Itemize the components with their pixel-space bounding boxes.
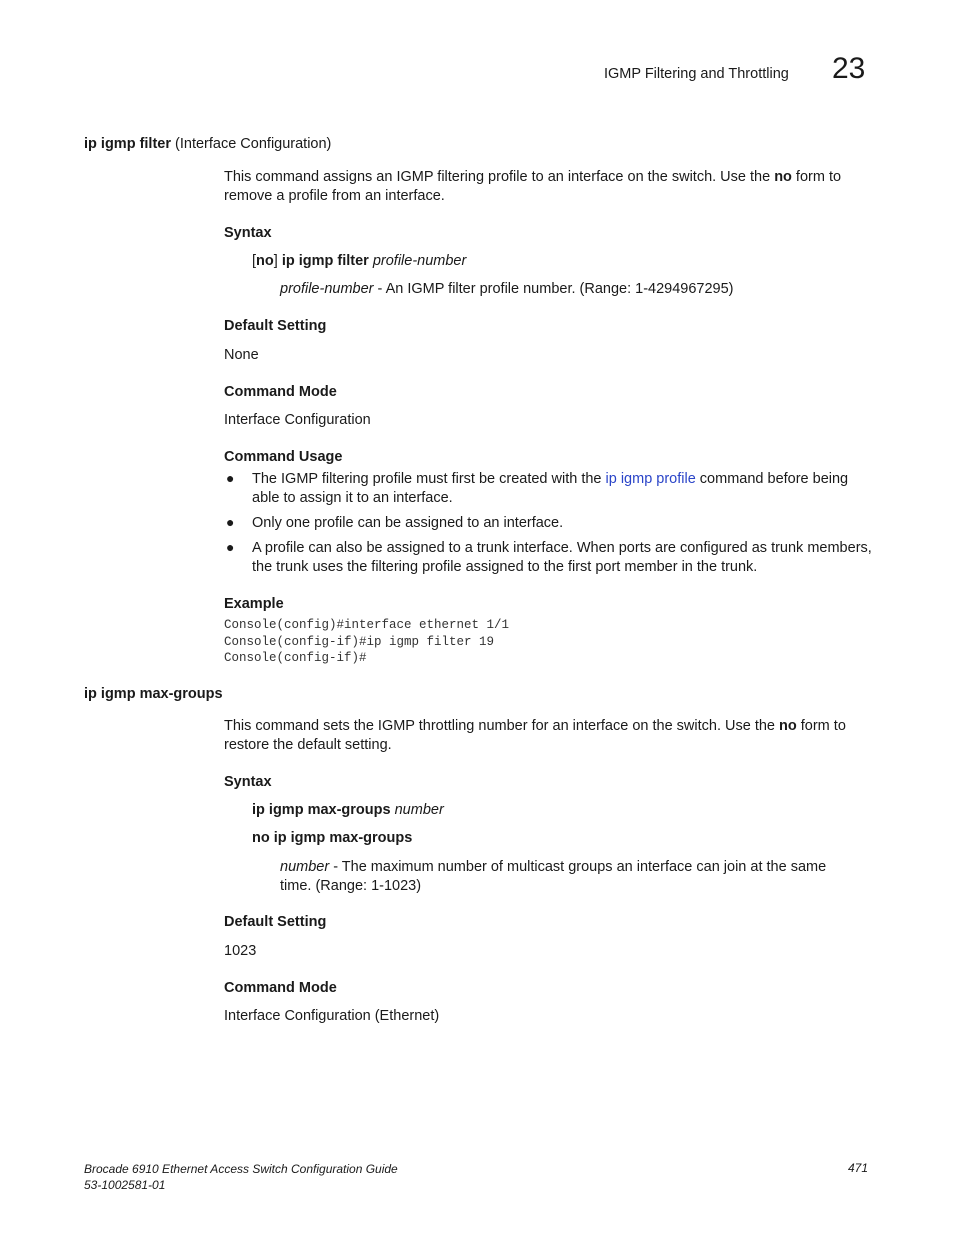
- command-usage-heading: Command Usage: [224, 449, 343, 465]
- syntax-bracket: ]: [273, 253, 282, 269]
- command-name: ip igmp filter: [84, 136, 171, 152]
- usage-item: [252, 470, 872, 508]
- parameter-description: [280, 858, 860, 896]
- chapter-number: 23: [832, 52, 866, 85]
- usage-text: The IGMP filtering profile must first be created with the: [252, 471, 606, 487]
- syntax-no-form: no ip igmp max-groups: [252, 830, 413, 846]
- syntax-command: ip igmp max-groups: [252, 802, 391, 818]
- usage-text: command before being able to assign it to an interface.: [252, 471, 849, 506]
- description-text: form to restore the default setting.: [224, 718, 846, 753]
- default-setting-value: 1023: [224, 943, 257, 959]
- footer-guide-title: Brocade 6910 Ethernet Access Switch Configuration Guide: [84, 1162, 398, 1176]
- description-text: This command assigns an IGMP filtering profile to an interface on the switch. Use the: [224, 169, 775, 185]
- footer-page-number: 471: [848, 1161, 869, 1175]
- parameter-text: - The maximum number of multicast groups an interface can join at the same time. (Range: 1-1023): [280, 859, 827, 894]
- parameter-name: profile-number: [280, 281, 374, 297]
- parameter-description: [280, 280, 860, 299]
- parameter-name: number: [280, 859, 330, 875]
- command-mode-value: Interface Configuration (Ethernet): [224, 1008, 440, 1024]
- ip-igmp-profile-link[interactable]: ip igmp profile: [605, 471, 696, 487]
- command-mode-heading: Command Mode: [224, 980, 337, 996]
- example-code-block: Console(config)#interface ethernet 1/1 Console(config-if)#ip igmp filter 19 Console(config-if)#: [224, 618, 510, 665]
- running-header-title: IGMP Filtering and Throttling: [604, 66, 789, 82]
- description-no-keyword: no: [774, 169, 792, 185]
- syntax-command: ip igmp filter: [281, 253, 369, 269]
- syntax-bracket: [: [252, 253, 257, 269]
- command-title-ip-igmp-filter: [84, 136, 331, 152]
- bullet-icon: ●: [226, 514, 235, 530]
- bullet-icon: ●: [226, 539, 235, 555]
- command-mode-heading: Command Mode: [224, 384, 337, 400]
- syntax-line: [252, 802, 444, 818]
- example-heading: Example: [224, 596, 284, 612]
- bullet-icon: ●: [226, 470, 235, 486]
- syntax-parameter: profile-number: [372, 253, 467, 269]
- syntax-no-keyword: no: [256, 253, 274, 269]
- default-setting-heading: Default Setting: [224, 318, 327, 334]
- syntax-parameter: number: [394, 802, 444, 818]
- syntax-heading: Syntax: [224, 774, 272, 790]
- command-description: [224, 717, 864, 755]
- command-name: ip igmp max-groups: [84, 686, 223, 702]
- syntax-heading: Syntax: [224, 225, 272, 241]
- description-no-keyword: no: [779, 718, 797, 734]
- command-title-ip-igmp-max-groups: [84, 686, 223, 702]
- description-text: This command sets the IGMP throttling number for an interface on the switch. Use the: [224, 718, 780, 734]
- command-mode-value: Interface Configuration: [224, 412, 371, 428]
- footer-doc-number: 53-1002581-01: [84, 1178, 166, 1192]
- usage-item: Only one profile can be assigned to an interface.: [252, 515, 564, 531]
- command-description: [224, 168, 864, 206]
- parameter-text: - An IGMP filter profile number. (Range: 1-4294967295): [373, 281, 734, 297]
- syntax-line: [252, 253, 466, 269]
- default-setting-heading: Default Setting: [224, 914, 327, 930]
- usage-item: A profile can also be assigned to a trunk interface. When ports are configured as trunk members, the trunk uses the filtering profile assigned to the first port member in the trunk.: [252, 540, 872, 575]
- command-context: (Interface Configuration): [175, 136, 332, 152]
- default-setting-value: None: [224, 347, 259, 363]
- description-text: form to remove a profile from an interface.: [224, 169, 842, 204]
